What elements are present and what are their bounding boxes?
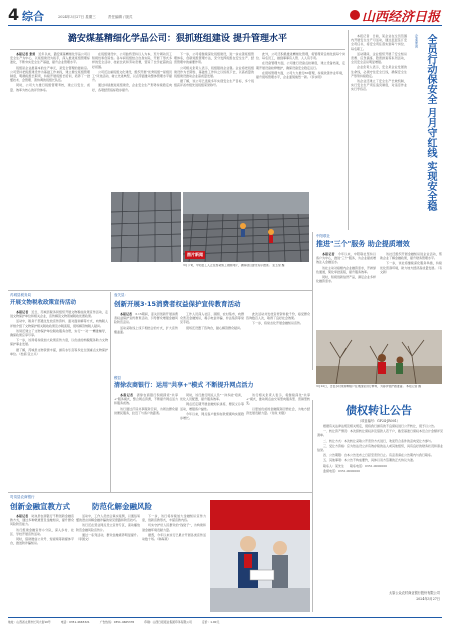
mid-body-col-3: 此次活动共发放宣传资料数千份，接受群众咨询数百人次，取得了良好社会效果。 下一步，将常态化开展金融知识宣传。	[246, 312, 310, 326]
mid-body-col-1: 本报记者 3·15期间，壶关县创新开展消费者权益保护宣传教育活动，引导群众增强金融风险防范意识。 活动采取线上线下相结合的方式，扩大宣传覆盖面。	[114, 312, 178, 334]
mid-headline: 创新开展3·15消费者权益保护宣传教育活动	[114, 300, 241, 308]
date-line: 2024年3月27日 星期三	[58, 15, 96, 19]
left-mid-kicker: 芮城县税务局	[10, 293, 31, 297]
services-headline: 推进"三个"服务 助企提质增效	[316, 240, 410, 248]
notice-date: 2024年3月27日	[416, 597, 440, 601]
mid-body-col-2: 工作人员深入社区、商圈、农村集市，向群众普及金融知识，揭示电信诈骗、非法集资等常见手段。 现场还设置了咨询台，耐心解答群众疑问。	[180, 312, 244, 330]
orchard-graphic	[316, 330, 442, 384]
services-kicker: 中阳联社	[316, 234, 330, 238]
bottom-left-headline: 创新金融宣教方式	[10, 502, 70, 511]
notice-body: 根据有关法律法规及相关规定，现将我行拥有的不良债权进行公开转让，现予以公告。 一、转让资产情况：本次拟转让债权涉及借款人若干户，截至基准日债权本息合计金额详见清单。 二、转让方式：本次转让采取公开竞价方式进行，欢迎符合条件的意向受让方参与。 三、受让方资格：应为依法设立并有效存续的法人或其他组织，具有良好的财务状况和商业信誉。 四、公告期限：自本公告发布之日起至竞价日止。有意者请在公告期内与我行联系。 五、其他事项：本公告不构成要约，具体以双方签署的正式协议为准。 联系人：某先生 联系电话：0351-0000000 监督电话：0351-0000000	[317, 424, 443, 473]
right-mid-kicker: 稷县	[114, 376, 121, 380]
footer-print: 印刷：山西日报报业集团印务有限公司	[144, 620, 192, 624]
section-name: 综合	[22, 10, 44, 23]
orchard-photo	[316, 330, 442, 384]
notice-box	[312, 400, 444, 612]
right-mid-col-2: 同时，该行推行网点人员"一岗多能"培训，优化人员配置，提升服务效率。 网点还定期开展金融知识讲座、便民义诊等活动，增强客户黏性。 今年以来，网点客户数和存款规模均实现稳步增长。	[180, 393, 244, 421]
notice-title: 债权转让公告	[346, 404, 412, 417]
header-rule	[8, 25, 442, 26]
footer-ads: 广告热线：0351-4665335	[99, 620, 135, 624]
construction-photo	[183, 192, 309, 262]
photo-news-label: 图片新闻	[187, 252, 203, 257]
bottom-mid-col: 下一步，该行将持续加大金融知识宣传力度，创新宣教形式，丰富宣教内容。 切实守护好人民群众的"钱袋子"，为构建和谐金融环境贡献力量。 据悉，今年以来该行已累计开展各类宣传活动数十场。（韩海燕）	[142, 514, 206, 542]
masthead-logo: 山西经济日报	[350, 6, 440, 24]
footer-price: 定价：1.00元	[201, 620, 220, 624]
right-mid-col-3: 该行相关负责人表示，将继续深化"共享+"模式，推动网点由交易型向服务型、营销型转变。 以更加优质的金融服务回馈社会，为地方经济发展贡献力量。（付政 刘强）	[246, 393, 310, 415]
sidebar-col-text: 本报记者 日前，某企业在全员范围内开展安全生产月活动，通过层层签订安全责任书，将安全责任落实到每个岗位、每名职工。 活动期间，企业组织开展了安全知识竞赛、应急演练、隐患排查等系列活动，全员安全意识明显增强。 企业负责人表示，安全是企业发展的生命线，必须守住安全红线，确保安全生产形势持续稳定。 该企业还建立了安全生产长效机制，实行安全生产责任追究制度，对违章作业实行零容忍。	[351, 34, 407, 92]
photo-news-caption: 3月下旬，中阳县工人正在加紧施工钢筋网片，确保项目建设有序推进。 张玉堂 摄	[183, 264, 285, 267]
workers-photo	[111, 192, 181, 262]
sidebar-divider	[348, 30, 349, 230]
left-mid-body: 本报记者 近日，芮城县税务局组织开展文物税收政策宣传活动，走进文物保护单位和相关企业，宣传解读文物领域税收优惠政策。 活动中，税务干部通过发放宣传资料、面对面讲解等方式，向纳税人详细介绍了文物保护相关税收政策及办税流程，现场解答纳税人疑问。 该局还建立了文物保护单位税收服务台账，实行"一对一"精准辅导，确保政策应享尽享。 下一步，该局将持续加大政策宣传力度，以优质的纳税服务助力文物保护事业发展。 据了解，芮城县文物资源丰富，拥有永乐宫等多处全国重点文物保护单位。（杜娟 张立兵）	[10, 310, 108, 356]
headline-underline	[10, 49, 345, 50]
mid-kicker: 壶关县：	[114, 293, 128, 297]
footer-phone: 电话：0351-4665321	[60, 620, 90, 624]
top-story-col-4: 此外，公司还积极推进精细化管理，将管理责任细化到每个岗位、每名员工，做到事事有人管、人人有专责。 在设备管理方面，公司推行设备点检制度，建立设备档案，定期开展设备检修维护，确保设备安全稳定运行。 在现场管理方面，公司大力推行6S管理，持续改善作业环境，提升现场管理水平，企业面貌焕然一新。（李永明）	[256, 52, 345, 80]
footer-rule	[8, 617, 442, 618]
notice-subtitle: （项目编号：GP24-JR001）	[358, 419, 400, 423]
top-story-col-2: 在班组建设中，公司始终坚持以人为本，充分调动员工积极性和创造性。各车间班组结合自身实际，开展了形式多样的安全活动、技能比武和劳动竞赛，营造了比学赶超的良好氛围。 公司还注重班组文化建设，组织开展"优秀班组""星级员工"评选活动，树立先进典型，以点带面推动整体管理水平提升。 通过持续推进班组建设，企业安全生产形势持续稳定向好，各项经营指标稳步提升。	[92, 52, 172, 92]
footer	[8, 620, 442, 634]
right-mid-col-1: 本报记者 清徐农商银行积极探索"共享+"服务模式，整合网点资源，不断提升网点活力和服务质效。 该行通过打造共享服务空间，为周边群众提供便民服务，拉近了与客户的距离。	[114, 393, 178, 415]
top-story-headline: 潞安煤基精细化学品公司：狠抓班组建设 提升管理水平	[67, 34, 288, 44]
top-story-col-1: 本报记者 张勇 近年以来，潞安煤基精细化学品公司以安全生产为中心，以班组建设为抓手，深入推进班组管理标准化，不断夯实安全生产基础，提升企业管理水平。 班组是企业最基本的生产单元，是安全管理的最前沿。公司坚持把班组建设作为基础工作来抓，建立健全班组管理制度，明确班组长职责，持续开展班组长培训，培养了一批懂技术、会管理、善协调的班组长队伍。 同时，公司大力推行班组管理考核，建立以安全、质量、效率为核心的评价体系。	[10, 52, 90, 92]
bank-staff-photo	[210, 500, 310, 612]
orchard-caption: 3月22日，吉县乡村果树种植户在果园里进行修剪，为春季管护做准备。 本报记者 摄	[316, 385, 422, 388]
bottom-section-rule	[8, 492, 312, 493]
logo-mark-icon	[350, 10, 360, 20]
mid-section-rule	[8, 290, 312, 291]
sidebar-vertical-headline: 全员行动保安全 月月守红线 实现安全稳	[425, 34, 436, 211]
right-mid-headline: 清徐农商银行：运用"共享+"模式 不断提升网点活力	[114, 382, 254, 389]
services-col-2: 该社还组织开展金融知识进企业活动，帮助企业了解金融政策，提升财务管理水平。 下一步，该社将继续深化服务举措，持续优化营商环境，助力地方经济高质量发展。（韦文新）	[380, 252, 442, 274]
bottom-left-col-1: 本报记者 岢岚县农商银行不断创新金融宣教方式，通过多种渠道普及金融知识，提升群众风险防范能力。 该行组建金融宣传小分队，深入乡村、社区、学校开展宣传活动。 同时，借助微信公众号、短视频等新媒体平台，推送防诈骗知识。	[10, 514, 74, 546]
left-mid-headline: 开展文物税收政策宣传活动	[10, 300, 77, 306]
page-number: 4	[8, 5, 20, 24]
notice-org: 太原公众农村商业银行股份有限公司	[389, 591, 440, 595]
left-col-divider	[110, 292, 111, 492]
page-header	[8, 6, 442, 28]
editor-line: 责任编辑 / 版式	[108, 15, 133, 19]
bottom-left-col-2: 活动中，工作人员结合真实案例，以通俗易懂的语言讲解金融诈骗的常见套路和防范技巧。 该行还在营业网点设立宣传专区，滚动播放防范金融风险宣传片。 通过一系列活动，群众金融素养明显提升。（李国文）	[76, 514, 140, 542]
bank-staff-graphic	[210, 500, 310, 612]
bottom-left-kicker: 岢岚县农商银行	[10, 495, 35, 499]
services-col-1: 本报记者 今年以来，中阳联社坚持以客户为中心，推进"三个"服务，为企业提质增效注入金融活水。 该社主动对接辖内企业融资需求，开辟绿色通道，简化审批流程，提升服务效率。 同时，积极创新信贷产品，满足企业多样化融资需求。	[316, 252, 376, 284]
sidebar-vertical-label: 企业家谈	[415, 34, 419, 48]
workers-graphic	[111, 192, 181, 262]
footer-address: 地址：山西省太原市长风大街10号	[8, 620, 51, 624]
top-story-col-3: 下一步，公司将继续深化班组建设，进一步完善班组管理体系，创新班组管理方法，充分发挥班组在安全生产、经营管理中的重要作用。 公司相关负责人表示，班组强则企业强。企业将把班组建设作为长期性、基础性工作持之以恒抓下去，以高质量的班组建设推动企业高质量发展。 据了解，该公司已连续多年实现安全生产目标，多个班组获评省市级先进班组荣誉称号。	[174, 52, 254, 88]
bottom-mid-headline: 防范化解金融风险	[92, 502, 152, 511]
right-col-divider	[312, 232, 313, 370]
